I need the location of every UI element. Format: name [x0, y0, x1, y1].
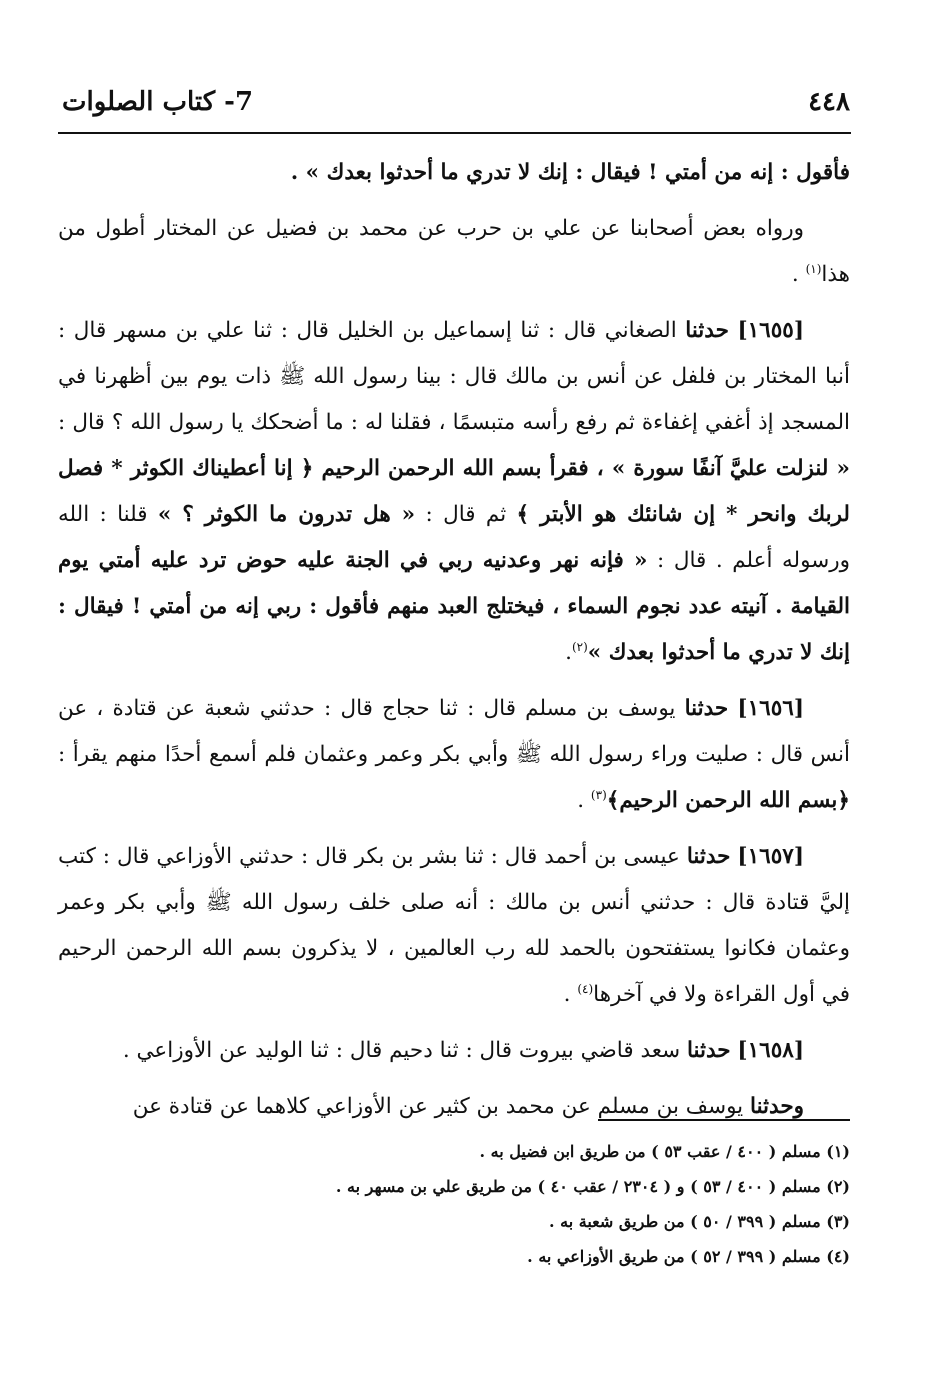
page-header	[62, 80, 850, 124]
hadith-1655	[58, 308, 850, 676]
hadith-end: .	[563, 982, 578, 1007]
hadith-chain: يوسف بن مسلم عن محمد بن كثير عن الأوزاعي كلاهما عن قتادة عن	[132, 1094, 751, 1119]
hadith-quote: « فإنه نهر وعدنيه ربي في الجنة عليه حوض ترد عليه أمتي يوم القيامة . آنيته عدد نجوم السماء ، فيختلج العبد منهم فأقول : ربي إنه من أمتي ! فيقال : إنك لا تدري ما أحدثوا بعدك »	[58, 548, 851, 665]
note-end: .	[791, 262, 806, 287]
hadith-chain: يوسف بن مسلم قال : ثنا حجاج قال : حدثني شعبة عن قتادة ، عن أنس قال : صليت وراء رسول الله ﷺ وأبي بكر وعمر وعثمان فلم أسمع أحدًا منهم يقرأ :	[58, 696, 850, 767]
hadith-text: قلنا : الله ورسوله أعلم . قال :	[58, 502, 850, 573]
footnote-1: (١) مسلم ( ٤٠٠ / عقب ٥٣ ) من طريق ابن فضيل به .	[479, 1142, 850, 1161]
hadith-number: [١٦٥٨]	[737, 1038, 804, 1063]
header-divider	[58, 132, 851, 134]
hadith-lead: حدثنا	[684, 696, 729, 721]
footnote-4: (٤) مسلم ( ٣٩٩ / ٥٢ ) من طريق الأوزاعي به .	[527, 1247, 850, 1266]
footnotes	[58, 1134, 850, 1274]
hadith-quote: « لنزلت عليَّ آنفًا سورة » ، فقرأ بسم الله الرحمن الرحيم ﴿ إنا أعطيناك الكوثر * فصل لربك وانحر * إن شانئك هو الأبتر ﴾	[58, 456, 850, 527]
hadith-number: [١٦٥٥]	[737, 318, 805, 343]
footnote-2: (٢) مسلم ( ٤٠٠ / ٥٣ ) و ( ٢٣٠٤ / عقب ٤٠ ) من طريق علي بن مسهر به .	[335, 1177, 850, 1196]
main-text	[58, 150, 850, 1140]
page-number: ٤٤٨	[808, 87, 850, 117]
hadith-chain: عيسى بن أحمد قال : ثنا بشر بن بكر قال : حدثني الأوزاعي قال : كتب إليَّ قتادة قال : حدثني أنس بن مالك : أنه صلى خلف رسول الله ﷺ وأبي بكر وعمر وعثمان فكانوا يستفتحون بالحمد لله رب العالمين ، لا يذكرون بسم الله الرحمن الرحيم في أول القراءة ولا في آخرها	[58, 844, 850, 1007]
footnote-ref-3[interactable]: (٣)	[590, 787, 607, 802]
hadith-1658	[58, 1028, 850, 1074]
hadith-text: ثم قال :	[415, 502, 517, 527]
paragraph-note	[58, 206, 850, 298]
hadith-lead: حدثنا	[685, 318, 729, 343]
hadith-end: .	[577, 788, 591, 813]
footnote-ref-1[interactable]: (١)	[805, 261, 822, 276]
hadith-continuation	[58, 1084, 850, 1130]
hadith-1657	[58, 834, 850, 1018]
paragraph-continuation	[58, 150, 850, 196]
chapter-title: 7- كتاب الصلوات	[62, 87, 254, 117]
hadith-number: [١٦٥٦]	[737, 696, 804, 721]
footnote-ref-2[interactable]: (٢)	[571, 639, 588, 654]
hadith-lead: حدثنا	[686, 1038, 731, 1063]
footnote-ref-4[interactable]: (٤)	[577, 981, 594, 996]
hadith-number: [١٦٥٧]	[737, 844, 804, 869]
hadith-lead: حدثنا	[686, 844, 731, 869]
continuation-text: فأقول : إنه من أمتي ! فيقال : إنك لا تدري ما أحدثوا بعدك » .	[290, 160, 850, 185]
note-text: ورواه بعض أصحابنا عن علي بن حرب عن محمد بن فضيل عن المختار أطول من هذا	[58, 216, 850, 287]
hadith-chain: سعد قاضي بيروت قال : ثنا دحيم قال : ثنا الوليد عن الأوزاعي .	[122, 1038, 687, 1063]
hadith-quote: ﴿بسم الله الرحمن الرحيم﴾	[606, 788, 850, 813]
footnote-3: (٣) مسلم ( ٣٩٩ / ٥٠ ) من طريق شعبة به .	[549, 1212, 850, 1231]
hadith-quote: « هل تدرون ما الكوثر ؟ »	[157, 502, 416, 527]
hadith-end: .	[565, 640, 572, 665]
footnote-divider	[598, 1119, 850, 1121]
hadith-1656	[58, 686, 850, 824]
hadith-chain: الصغاني قال : ثنا إسماعيل بن الخليل قال : ثنا علي بن مسهر قال : أنبا المختار بن فلفل عن أنس بن مالك قال : بينا رسول الله ﷺ ذات يوم بين أظهرنا في المسجد إذ أغفي إغفاءة ثم رفع رأسه متبسمًا ، فقلنا له : ما أضحكك يا رسول الله ؟ قال :	[58, 318, 850, 435]
hadith-lead: وحدثنا	[750, 1094, 804, 1119]
